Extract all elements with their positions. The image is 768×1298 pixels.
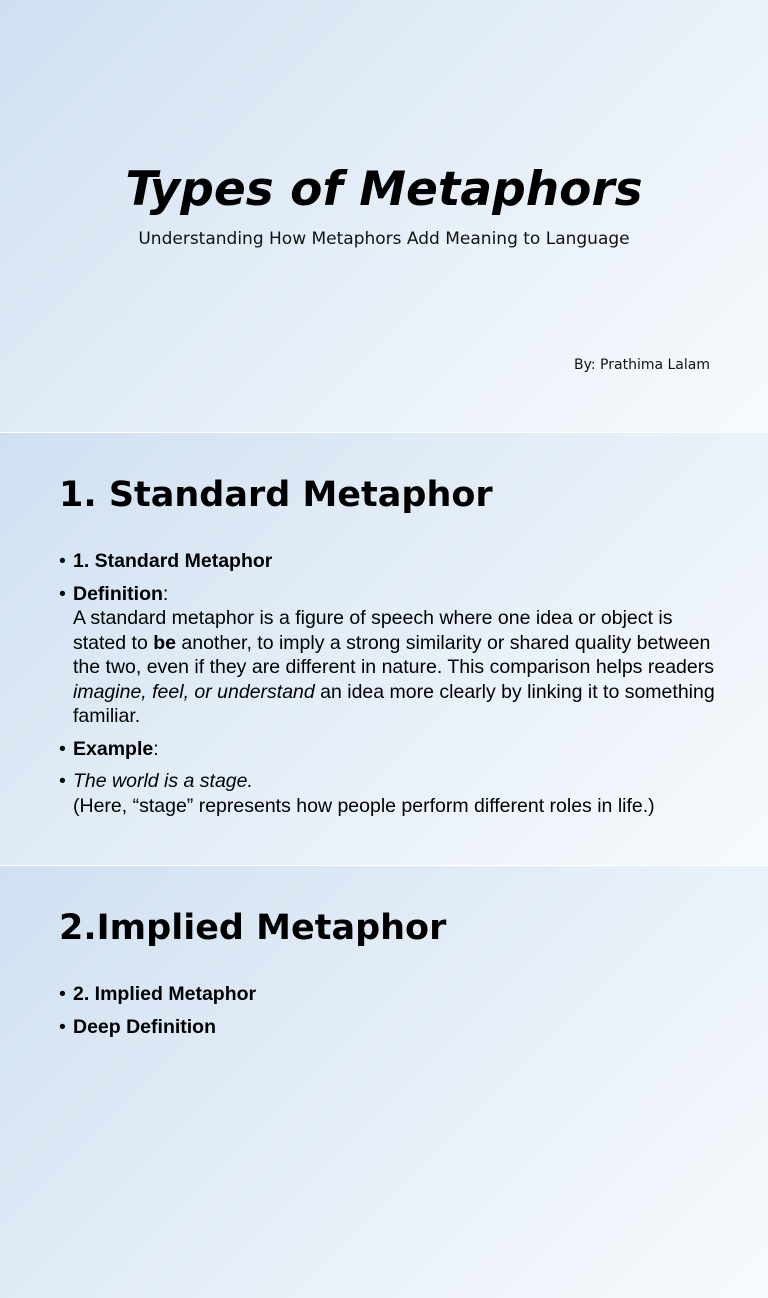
implied-metaphor-slide [0, 866, 768, 1298]
bullet-item-example [59, 769, 729, 818]
bullet-item [59, 549, 729, 574]
slide-heading: 1. Standard Metaphor [59, 475, 493, 515]
title-slide [0, 0, 768, 432]
bullet-item [59, 1015, 729, 1040]
definition-text [73, 606, 729, 729]
bullet-item-example-label [59, 737, 729, 762]
bullet-item-definition [59, 582, 729, 729]
example-label: Example [73, 737, 154, 760]
definition-text-part: an idea more clearly by linking it to something familiar. [73, 680, 715, 727]
standard-metaphor-slide [0, 433, 768, 865]
definition-text-part: A standard metaphor is a figure of speech where one idea or object is stated to [73, 607, 673, 654]
slide-heading: 2.Implied Metaphor [59, 908, 447, 948]
definition-colon: : [162, 582, 169, 605]
bullet-text: Deep Definition [73, 1015, 217, 1038]
presentation-subtitle: Understanding How Metaphors Add Meaning to Language [138, 229, 630, 249]
presentation-title: Types of Metaphors [125, 162, 643, 217]
author-credit: By: Prathima Lalam [574, 357, 710, 373]
example-note: (Here, “stage” represents how people perform different roles in life.) [73, 794, 655, 817]
bullet-text: 1. Standard Metaphor [73, 550, 273, 572]
example-colon: : [153, 737, 159, 760]
bullet-list [59, 982, 729, 1047]
bullet-list [59, 549, 729, 826]
definition-text-part: another, to imply a strong similarity or shared quality between the two, even if they are different in nature. This comparison helps readers [73, 631, 714, 678]
example-text: The world is a stage. [73, 770, 253, 792]
definition-italic: imagine, feel, or understand [73, 680, 315, 703]
bullet-item [59, 982, 729, 1007]
bullet-text: 2. Implied Metaphor [73, 983, 257, 1005]
definition-emphasis: be [153, 631, 176, 654]
definition-label: Definition [73, 582, 163, 605]
